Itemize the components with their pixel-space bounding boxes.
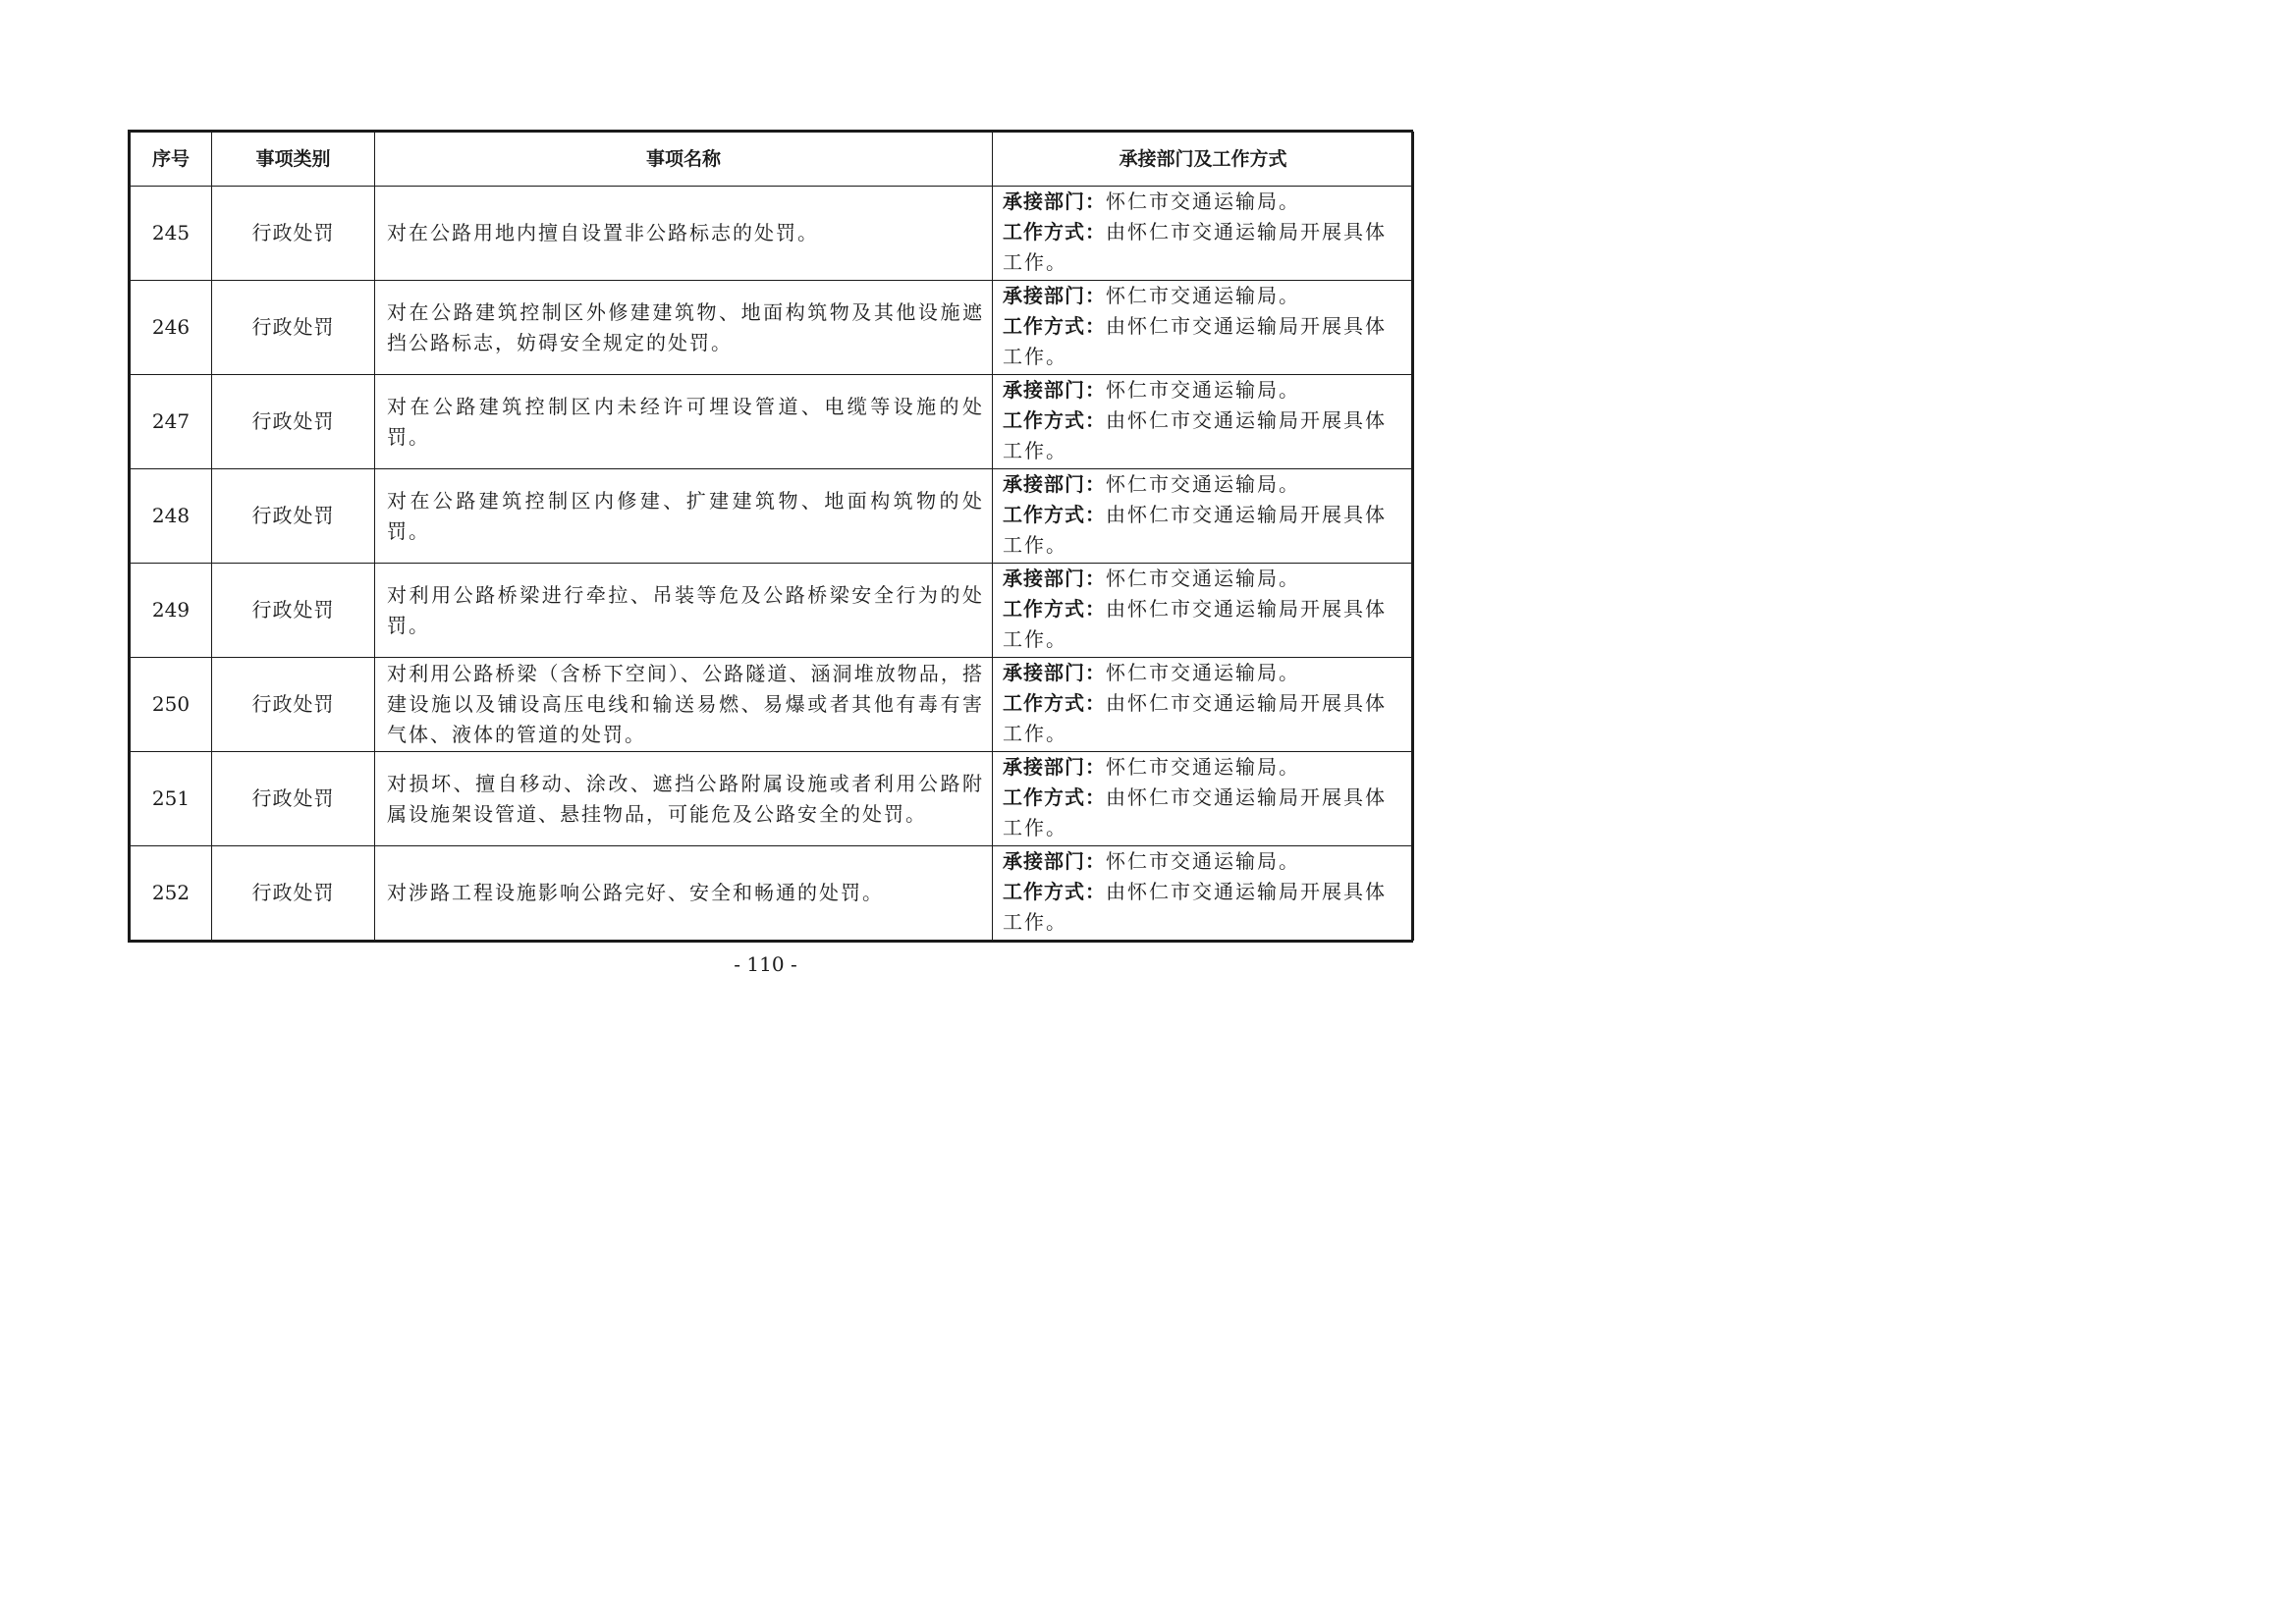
department-label: 承接部门： [1003, 284, 1106, 307]
table-row [131, 375, 1414, 469]
department-value: 怀仁市交通运输局。 [1106, 849, 1300, 873]
table-row [131, 281, 1414, 375]
department-method-cell [993, 564, 1414, 658]
method-line [1003, 500, 1405, 530]
header-serial-number: 序号 [131, 133, 212, 187]
department-value: 怀仁市交通运输局。 [1106, 567, 1300, 590]
department-label: 承接部门： [1003, 567, 1106, 590]
header-matter-name: 事项名称 [375, 133, 993, 187]
table-row [131, 469, 1414, 564]
matters-table [130, 132, 1414, 941]
serial-number-cell: 246 [131, 281, 212, 375]
department-label: 承接部门： [1003, 472, 1106, 496]
method-tail-line: 工作。 [1003, 439, 1067, 462]
method-line [1003, 877, 1405, 907]
department-method-cell [993, 281, 1414, 375]
department-label: 承接部门： [1003, 378, 1106, 402]
serial-number-cell: 245 [131, 187, 212, 281]
method-tail-line: 工作。 [1003, 345, 1067, 368]
matter-name-cell: 对损坏、擅自移动、涂改、遮挡公路附属设施或者利用公路附属设施架设管道、悬挂物品，可能危及公路安全的处罚。 [375, 752, 993, 846]
serial-number-cell: 251 [131, 752, 212, 846]
matter-name-cell: 对利用公路桥梁（含桥下空间）、公路隧道、涵洞堆放物品，搭建设施以及铺设高压电线和输送易燃、易爆或者其他有毒有害气体、液体的管道的处罚。 [375, 658, 993, 752]
department-line [1003, 469, 1405, 500]
method-tail-line: 工作。 [1003, 910, 1067, 934]
department-value: 怀仁市交通运输局。 [1106, 755, 1300, 779]
category-cell: 行政处罚 [212, 187, 375, 281]
category-cell: 行政处罚 [212, 846, 375, 941]
table-row [131, 564, 1414, 658]
method-value: 由怀仁市交通运输局开展具体 [1106, 880, 1387, 903]
serial-number-cell: 249 [131, 564, 212, 658]
method-tail-line: 工作。 [1003, 250, 1067, 274]
department-method-cell [993, 187, 1414, 281]
method-value: 由怀仁市交通运输局开展具体 [1106, 408, 1387, 432]
department-line [1003, 187, 1405, 217]
category-cell: 行政处罚 [212, 752, 375, 846]
matter-name-cell: 对在公路建筑控制区内修建、扩建建筑物、地面构筑物的处罚。 [375, 469, 993, 564]
method-tail-line: 工作。 [1003, 816, 1067, 839]
method-line [1003, 688, 1405, 719]
department-method-cell [993, 658, 1414, 752]
matters-table-container [128, 130, 1413, 943]
category-cell: 行政处罚 [212, 658, 375, 752]
department-label: 承接部门： [1003, 849, 1106, 873]
department-method-cell [993, 469, 1414, 564]
method-value: 由怀仁市交通运输局开展具体 [1106, 220, 1387, 243]
category-cell: 行政处罚 [212, 281, 375, 375]
table-row [131, 187, 1414, 281]
method-label: 工作方式： [1003, 597, 1106, 621]
table-row [131, 846, 1414, 941]
method-label: 工作方式： [1003, 691, 1106, 715]
department-line [1003, 846, 1405, 877]
page-number: - 110 - [734, 952, 797, 976]
method-value: 由怀仁市交通运输局开展具体 [1106, 785, 1387, 809]
method-tail-line: 工作。 [1003, 533, 1067, 557]
method-label: 工作方式： [1003, 220, 1106, 243]
department-value: 怀仁市交通运输局。 [1106, 378, 1300, 402]
serial-number-cell: 252 [131, 846, 212, 941]
method-tail-line: 工作。 [1003, 627, 1067, 651]
method-line [1003, 217, 1405, 247]
method-value: 由怀仁市交通运输局开展具体 [1106, 691, 1387, 715]
department-line [1003, 752, 1405, 783]
matter-name-cell: 对在公路建筑控制区外修建建筑物、地面构筑物及其他设施遮挡公路标志，妨碍安全规定的处罚。 [375, 281, 993, 375]
department-value: 怀仁市交通运输局。 [1106, 661, 1300, 684]
department-line [1003, 564, 1405, 594]
department-line [1003, 281, 1405, 311]
department-line [1003, 375, 1405, 406]
category-cell: 行政处罚 [212, 564, 375, 658]
department-value: 怀仁市交通运输局。 [1106, 284, 1300, 307]
header-department-method: 承接部门及工作方式 [993, 133, 1414, 187]
department-label: 承接部门： [1003, 661, 1106, 684]
method-label: 工作方式： [1003, 880, 1106, 903]
department-method-cell [993, 846, 1414, 941]
department-line [1003, 658, 1405, 688]
category-cell: 行政处罚 [212, 375, 375, 469]
department-label: 承接部门： [1003, 755, 1106, 779]
department-value: 怀仁市交通运输局。 [1106, 472, 1300, 496]
header-matter-category: 事项类别 [212, 133, 375, 187]
table-row [131, 752, 1414, 846]
method-line [1003, 406, 1405, 436]
method-line [1003, 594, 1405, 624]
method-line [1003, 783, 1405, 813]
department-method-cell [993, 752, 1414, 846]
department-label: 承接部门： [1003, 189, 1106, 213]
matter-name-cell: 对在公路用地内擅自设置非公路标志的处罚。 [375, 187, 993, 281]
method-value: 由怀仁市交通运输局开展具体 [1106, 503, 1387, 526]
matter-name-cell: 对利用公路桥梁进行牵拉、吊装等危及公路桥梁安全行为的处罚。 [375, 564, 993, 658]
method-label: 工作方式： [1003, 408, 1106, 432]
matter-name-cell: 对涉路工程设施影响公路完好、安全和畅通的处罚。 [375, 846, 993, 941]
method-value: 由怀仁市交通运输局开展具体 [1106, 314, 1387, 338]
method-label: 工作方式： [1003, 785, 1106, 809]
department-method-cell [993, 375, 1414, 469]
method-label: 工作方式： [1003, 503, 1106, 526]
table-header-row [131, 133, 1414, 187]
serial-number-cell: 250 [131, 658, 212, 752]
method-value: 由怀仁市交通运输局开展具体 [1106, 597, 1387, 621]
method-tail-line: 工作。 [1003, 722, 1067, 745]
serial-number-cell: 247 [131, 375, 212, 469]
serial-number-cell: 248 [131, 469, 212, 564]
method-label: 工作方式： [1003, 314, 1106, 338]
table-row [131, 658, 1414, 752]
matter-name-cell: 对在公路建筑控制区内未经许可埋设管道、电缆等设施的处罚。 [375, 375, 993, 469]
category-cell: 行政处罚 [212, 469, 375, 564]
method-line [1003, 311, 1405, 342]
department-value: 怀仁市交通运输局。 [1106, 189, 1300, 213]
